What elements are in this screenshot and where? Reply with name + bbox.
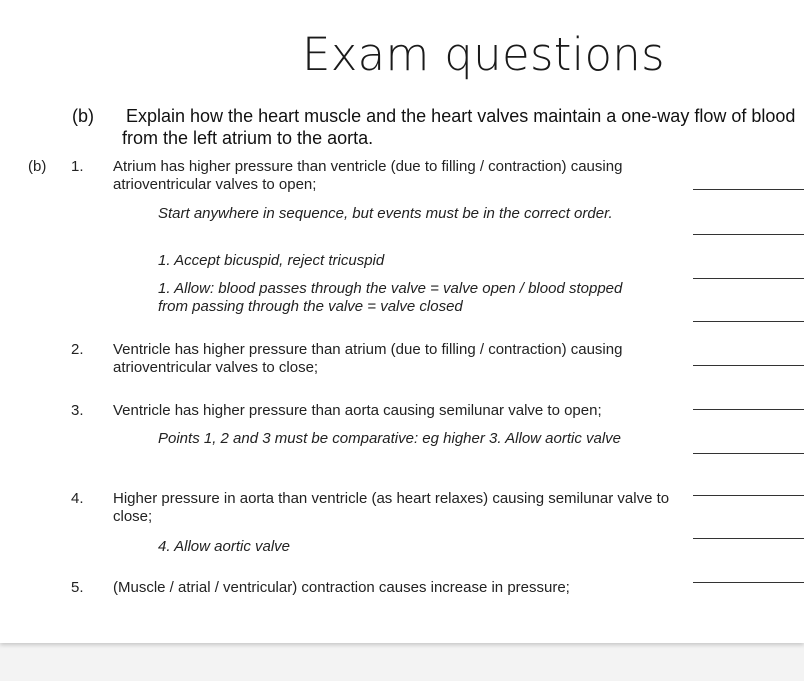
answer-line xyxy=(693,321,804,322)
question-label: (b) xyxy=(72,106,94,126)
answer-line xyxy=(693,189,804,190)
point-text: Ventricle has higher pressure than aorta causing semilunar valve to open; xyxy=(113,402,602,419)
answer-line xyxy=(693,453,804,454)
point-note: Start anywhere in sequence, but events must be in the correct order. xyxy=(158,205,613,222)
question-text: Explain how the heart muscle and the heart valves maintain a one-way flow of blood from the left atrium to the aorta. xyxy=(122,106,796,148)
point-text: Atrium has higher pressure than ventricle (due to filling / contraction) causing atrioventricular valves to open; xyxy=(113,158,623,193)
slide-title: Exam questions xyxy=(302,28,665,81)
point-number: 2. xyxy=(71,341,84,358)
answer-line xyxy=(693,409,804,410)
answer-line xyxy=(693,495,804,496)
point-number: 5. xyxy=(71,579,84,596)
point-note: 1. Accept bicuspid, reject tricuspid xyxy=(158,252,385,269)
point-text: (Muscle / atrial / ventricular) contraction causes increase in pressure; xyxy=(113,579,570,596)
point-note: 1. Allow: blood passes through the valve = valve open / blood stopped from passing through the valve = valve closed xyxy=(158,280,623,315)
point-number: 3. xyxy=(71,402,84,419)
point-number: 1. xyxy=(71,158,84,175)
answer-line xyxy=(693,278,804,279)
point-number: 4. xyxy=(71,490,84,507)
answer-line xyxy=(693,234,804,235)
answer-line xyxy=(693,538,804,539)
point-note: Points 1, 2 and 3 must be comparative: eg higher 3. Allow aortic valve xyxy=(158,430,622,447)
point-note: 4. Allow aortic valve xyxy=(158,538,290,555)
point-text: Higher pressure in aorta than ventricle (as heart relaxes) causing semilunar valve to close; xyxy=(113,490,670,525)
answer-line xyxy=(693,582,804,583)
answer-line xyxy=(693,365,804,366)
mark-scheme-label: (b) xyxy=(28,158,47,175)
point-text: Ventricle has higher pressure than atrium (due to filling / contraction) causing atrioventricular valves to close; xyxy=(113,341,623,376)
